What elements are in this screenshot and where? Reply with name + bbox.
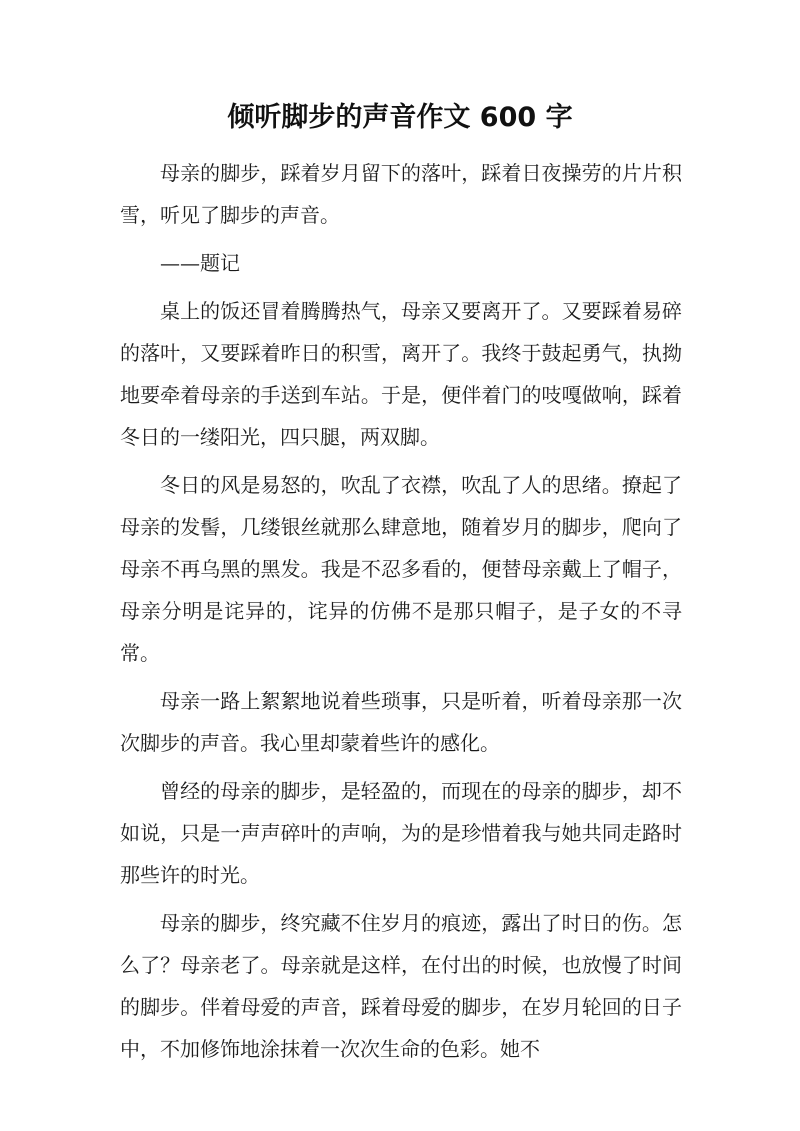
paragraph: 母亲一路上絮絮地说着些琐事，只是听着，听着母亲那一次次脚步的声音。我心里却蒙着些许的感化。	[120, 689, 682, 755]
paragraph-epigraph-attribution: ——题记	[160, 251, 240, 275]
document-body	[120, 152, 682, 1076]
paragraph-epigraph: 母亲的脚步，踩着岁月留下的落叶，踩着日夜操劳的片片积雪，听见了脚步的声音。	[120, 161, 682, 227]
document-title: 倾听脚步的声音作文 600 字	[227, 102, 573, 133]
paragraph: 曾经的母亲的脚步，是轻盈的，而现在的母亲的脚步，却不如说，只是一声声碎叶的声响，为的是珍惜着我与她共同走路时那些许的时光。	[120, 779, 682, 887]
paragraph: 母亲的脚步，终究藏不住岁月的痕迹，露出了时日的伤。怎么了？母亲老了。母亲就是这样，在付出的时候，也放慢了时间的脚步。伴着母爱的声音，踩着母爱的脚步，在岁月轮回的日子中，不加修饰地涂抹着一次次生命的色彩。她不	[120, 911, 682, 1061]
paragraph: 冬日的风是易怒的，吹乱了衣襟，吹乱了人的思绪。撩起了母亲的发髻，几缕银丝就那么肆意地，随着岁月的脚步，爬向了母亲不再乌黑的黑发。我是不忍多看的，便替母亲戴上了帽子，母亲分明是诧异的，诧异的仿佛不是那只帽子，是子女的不寻常。	[120, 473, 682, 665]
paragraph: 桌上的饭还冒着腾腾热气，母亲又要离开了。又要踩着易碎的落叶，又要踩着昨日的积雪，离开了。我终于鼓起勇气，执拗地要牵着母亲的手送到车站。于是，便伴着门的吱嘎做响，踩着冬日的一缕阳光，四只腿，两双脚。	[120, 299, 682, 449]
